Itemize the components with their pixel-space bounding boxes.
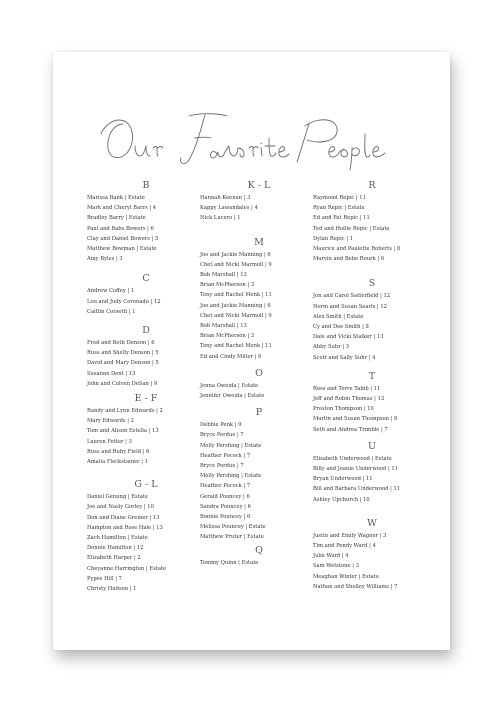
section (200, 407, 318, 542)
section (87, 273, 205, 317)
guest-entry: Hannah Keenan | 3 (200, 195, 251, 201)
guest-entry: Clay and Daniel Bowers | 5 (87, 235, 159, 242)
guest-entry: Elisabeth Underwood | Estate (313, 455, 392, 462)
guest-entry: Justin and Emily Wagner | 3 (313, 532, 387, 539)
guest-entry: Pypes Hill | 7 (87, 575, 122, 582)
guest-entry: Cheyanne Harrington | Estate (87, 565, 167, 572)
section-letter: P (255, 407, 263, 419)
guest-entry: Heather Pocock | 7 (200, 452, 251, 459)
guest-entry: Ted and Hollie Repic | Estate (313, 225, 390, 232)
guest-entry: Amalia Fleckstainer | 1 (87, 459, 148, 466)
guest-entry: Tom and Alison Estella | 13 (87, 428, 159, 435)
guest-entry: Maurice and Paulette Roberts | 8 (313, 246, 401, 253)
guest-entry: Bob Marshall | 13 (200, 323, 247, 330)
guest-entry: Molly Pershing | Estate (200, 442, 262, 449)
section (200, 237, 318, 362)
section-letter: E - F (134, 393, 158, 405)
section-letter: Q (255, 544, 263, 556)
guest-entry: Fred and Beth Denson | 6 (87, 340, 155, 347)
guest-entry: Matthew Bowman | Estate (87, 246, 157, 253)
section-letter: S (368, 278, 376, 290)
guest-entry: Tommy Quinn | Estate (200, 559, 259, 566)
section-letter: R (368, 180, 376, 191)
guest-entry: Bonnie Pouncey | 6 (200, 514, 251, 521)
guest-entry: Seth and Andrea Trimble | 7 (313, 426, 388, 433)
section (87, 479, 205, 594)
guest-entry: Billy and Jeanie Underwood | 11 (313, 466, 398, 473)
guest-entry: Chet and Nicki Marmoll | 9 (200, 261, 272, 268)
section (313, 371, 431, 435)
guest-entry: Zach Hamilton | Estate (87, 535, 148, 542)
guest-entry: Nathan and Shelley Williams | 7 (313, 583, 398, 590)
guest-entry: Paul and Babs Bowers | 6 (87, 225, 154, 232)
guest-entry: Russ and Shelly Denson | 5 (87, 350, 159, 357)
guest-entry: Daniel Genung | Estate (87, 494, 149, 501)
guest-entry: Andrew Coffey | 1 (87, 288, 135, 295)
guest-entry: Alex Smith | Estate (313, 313, 364, 320)
section (87, 180, 205, 264)
section (200, 545, 318, 568)
section-letter: G - L (134, 479, 158, 491)
guest-entry: Lauren Fetter | 3 (87, 438, 132, 445)
guest-entry: Tim and Pendy Ward | 4 (313, 543, 376, 550)
guest-entry: Martin and Susan Thompson | 8 (313, 416, 398, 423)
guest-entry: Elizabeth Harper | 2 (87, 555, 141, 562)
guest-entry: Nick Lucero | 1 (200, 215, 241, 222)
guest-entry: Jenna Oweida | Estate (200, 382, 259, 389)
guest-entry: Jennifer Oweida | Estate (200, 393, 265, 400)
guest-entry: Debbie Penk | 9 (200, 422, 242, 429)
guest-entry: Norm and Susan Searls | 12 (313, 303, 387, 310)
guest-entry: Ross and Terre Tabib | 11 (313, 385, 381, 392)
section-letter: K - L (247, 180, 271, 191)
guest-entry: Christy Hudson | 1 (87, 586, 137, 593)
guest-entry: Donnie Hamilton | 12 (87, 545, 144, 552)
page-title (93, 102, 413, 172)
seating-chart-card (53, 52, 450, 650)
guest-entry: Bryan Underwood | 11 (313, 476, 373, 483)
guest-entry: Caitlin Corsetti | 1 (87, 308, 136, 315)
guest-entry: Lou and Judy Coronado | 12 (87, 298, 161, 305)
guest-entry: Dylan Repic | 1 (313, 235, 354, 242)
guest-entry: Meaghan Winter | Estate (313, 573, 379, 580)
guest-entry: Randy and Lynn Edwards | 2 (87, 408, 163, 415)
guest-entry: Ed and Pat Repic | 11 (313, 215, 370, 222)
guest-entry: Brian McPherson | 3 (200, 333, 255, 340)
guest-entry: Bill and Barbara Underwood | 11 (313, 486, 401, 493)
section-letter: D (142, 325, 150, 337)
section (87, 325, 205, 389)
guest-entry: Joe and Jackie Manning | 6 (200, 302, 271, 309)
section (200, 368, 318, 401)
section (313, 278, 431, 362)
section (313, 518, 431, 592)
guest-entry: Russ and Ruby Field | 6 (87, 448, 150, 455)
section-letter: C (142, 273, 150, 285)
guest-entry: Abby Suhr | 3 (313, 344, 350, 351)
column-1 (87, 180, 205, 594)
section (313, 441, 431, 505)
column-3 (313, 180, 431, 592)
guest-entry: Julie Ward | 4 (313, 553, 349, 560)
section-letter: W (367, 517, 377, 529)
guest-entry: Amy Byles | 3 (87, 256, 123, 263)
guest-entry: Bryce Perdue | 7 (200, 432, 244, 439)
guest-entry: Mark and Cheryl Barrs | 4 (87, 205, 157, 212)
section-letter: U (367, 440, 376, 452)
guest-entry: Scott and Sally Suhr | 4 (313, 354, 376, 361)
section (313, 180, 431, 264)
guest-entry: Marvin and Bebe Rourk | 6 (313, 256, 385, 263)
guest-entry: Sandra Pouncey | 6 (200, 503, 251, 510)
guest-entry: Jon and Carol Satterfield | 12 (313, 293, 391, 300)
guest-entry: Susanne Dent | 13 (87, 370, 136, 377)
guest-entry: John and Colven DeSan | 9 (87, 380, 158, 387)
section-letter: M (254, 236, 264, 248)
guest-entry: Marissa Bank | Estate (87, 195, 145, 201)
guest-entry: Jeff and Robin Thomas | 13 (313, 396, 385, 403)
guest-entry: Bradley Barry | Estate (87, 215, 146, 222)
guest-entry: Bryce Perdue | 7 (200, 463, 244, 470)
section (87, 393, 205, 467)
guest-entry: Mary Edwards | 2 (87, 418, 134, 425)
guest-entry: David and Mary Denson | 5 (87, 360, 159, 367)
guest-entry: Joe and Jackie Manning | 6 (200, 251, 271, 258)
guest-entry: Joe and Nasly Gorley | 10 (87, 504, 154, 511)
guest-entry: Molly Pershing | Estate (200, 473, 262, 480)
guest-entry: Hampton and Rose Hale | 13 (87, 524, 163, 531)
guest-entry: Raymond Repic | 11 (313, 195, 366, 201)
section-letter: B (142, 180, 150, 191)
guest-entry: Preston Thompson | 10 (313, 406, 374, 413)
guest-entry: Kappy Lawandales | 4 (200, 205, 258, 212)
guest-entry: Ed and Cindy Miller | 9 (200, 353, 262, 360)
guest-entry: Tony and Rachel Menk | 11 (200, 343, 272, 350)
guest-entry: Gerald Pouncey | 6 (200, 493, 250, 500)
guest-entry: Don and Diane Greiner | 13 (87, 514, 160, 521)
section-letter: O (255, 367, 263, 379)
guest-entry: Brian McPherson | 3 (200, 282, 255, 289)
guest-entry: Matthew Pruter | Estate (200, 534, 264, 541)
section (200, 180, 318, 224)
column-2 (200, 180, 318, 568)
guest-entry: Cy and Dee Smith | 8 (313, 324, 369, 331)
guest-entry: Tony and Rachel Menk | 11 (200, 292, 272, 299)
guest-entry: Chet and Nicki Marmoll | 9 (200, 312, 272, 319)
guest-entry: Sam Wetstone | 3 (313, 563, 359, 570)
section-letter: T (368, 370, 376, 382)
guest-entry: Melissa Pouncey | Estate (200, 524, 266, 531)
guest-entry: Ashley Upchurch | 10 (313, 496, 370, 503)
guest-entry: Heather Pocock | 7 (200, 483, 251, 490)
guest-entry: Dale and Vicki Stalker | 13 (313, 334, 384, 341)
guest-entry: Ryan Repic | Estate (313, 205, 365, 212)
guest-entry: Bob Marshall | 13 (200, 272, 247, 279)
